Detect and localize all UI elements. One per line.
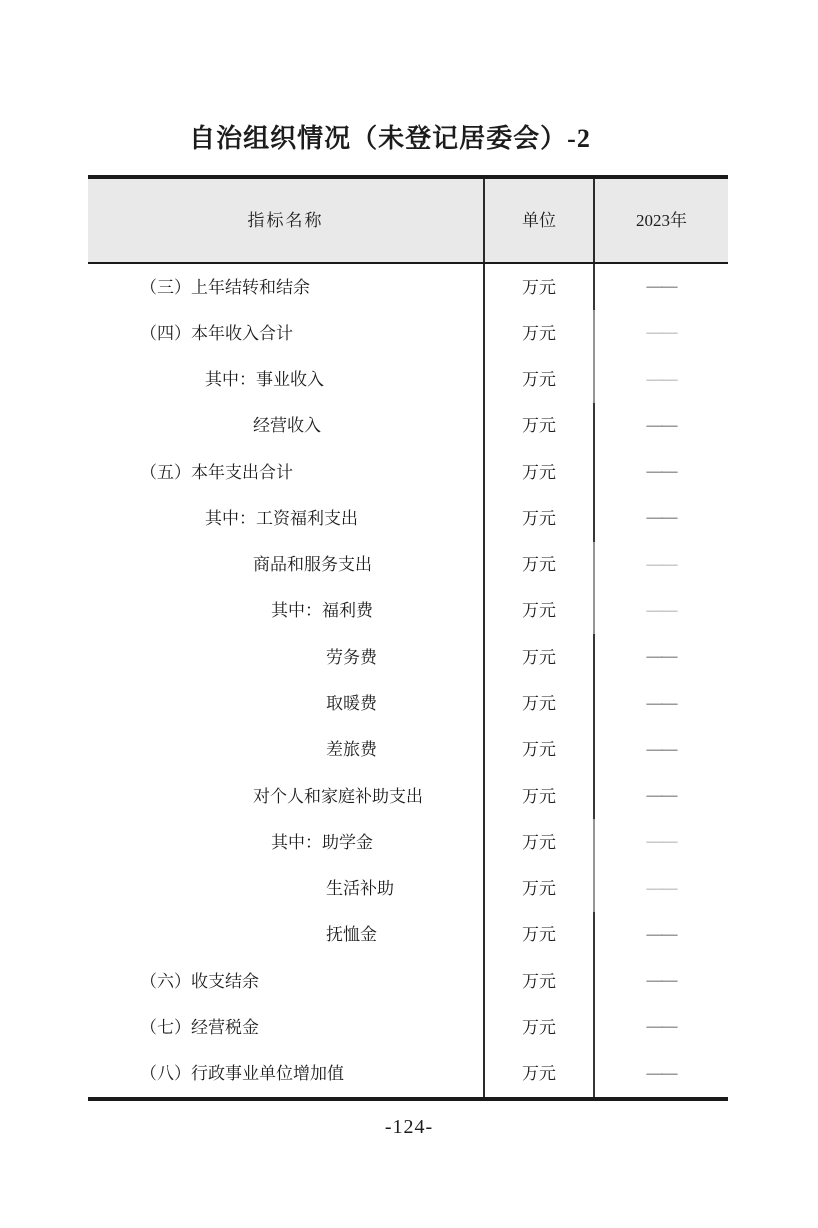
cell-indicator-name: 生活补助 (326, 879, 394, 899)
table-body (88, 264, 728, 1097)
cell-value: —— (593, 449, 728, 495)
table-row (88, 958, 728, 1004)
cell-unit: 万元 (483, 727, 593, 773)
table-header-row (88, 179, 728, 264)
cell-unit: 万元 (483, 264, 593, 310)
header-indicator-name: 指标名称 (247, 211, 324, 230)
cell-value: —— (593, 264, 728, 310)
cell-unit: 万元 (483, 958, 593, 1004)
header-year: 2023年 (593, 179, 728, 262)
table-row (88, 495, 728, 541)
cell-unit: 万元 (483, 310, 593, 356)
cell-unit: 万元 (483, 819, 593, 865)
cell-indicator-name: 抚恤金 (326, 925, 377, 945)
cell-value: —— (593, 310, 728, 356)
header-unit: 单位 (483, 179, 593, 262)
cell-unit: 万元 (483, 588, 593, 634)
cell-indicator-name: （四）本年收入合计 (140, 323, 293, 343)
cell-unit: 万元 (483, 449, 593, 495)
statistics-table (88, 175, 728, 1101)
cell-value: —— (593, 958, 728, 1004)
table-row (88, 819, 728, 865)
table-row (88, 634, 728, 680)
table-row (88, 1051, 728, 1097)
table-row (88, 912, 728, 958)
table-row (88, 588, 728, 634)
cell-value: —— (593, 912, 728, 958)
table-row (88, 865, 728, 911)
cell-indicator-name: 其中：福利费 (271, 601, 373, 621)
cell-indicator-name: 其中：工资福利支出 (205, 508, 358, 528)
table-row (88, 357, 728, 403)
cell-unit: 万元 (483, 680, 593, 726)
cell-unit: 万元 (483, 912, 593, 958)
cell-value: —— (593, 495, 728, 541)
table-row (88, 310, 728, 356)
cell-indicator-name: （三）上年结转和结余 (140, 277, 310, 297)
cell-indicator-name: 取暖费 (326, 694, 377, 714)
cell-indicator-name: 经营收入 (253, 416, 321, 436)
cell-unit: 万元 (483, 773, 593, 819)
cell-value: —— (593, 542, 728, 588)
cell-unit: 万元 (483, 1051, 593, 1097)
cell-indicator-name: 差旅费 (326, 740, 377, 760)
page-title: 自治组织情况（未登记居委会）-2 (189, 124, 591, 153)
cell-indicator-name: 劳务费 (326, 647, 377, 667)
cell-value: —— (593, 403, 728, 449)
cell-value: —— (593, 680, 728, 726)
cell-unit: 万元 (483, 357, 593, 403)
cell-value: —— (593, 588, 728, 634)
table-row (88, 264, 728, 310)
cell-indicator-name: 对个人和家庭补助支出 (253, 786, 423, 806)
table-row (88, 1004, 728, 1050)
cell-value: —— (593, 819, 728, 865)
cell-value: —— (593, 634, 728, 680)
cell-unit: 万元 (483, 542, 593, 588)
cell-indicator-name: （五）本年支出合计 (140, 462, 293, 482)
cell-value: —— (593, 1004, 728, 1050)
cell-indicator-name: 其中：助学金 (271, 832, 373, 852)
table-row (88, 403, 728, 449)
table-row (88, 727, 728, 773)
cell-indicator-name: 其中：事业收入 (205, 370, 324, 390)
cell-indicator-name: 商品和服务支出 (253, 555, 372, 575)
cell-value: —— (593, 865, 728, 911)
cell-value: —— (593, 357, 728, 403)
cell-value: —— (593, 773, 728, 819)
cell-value: —— (593, 727, 728, 773)
table-row (88, 449, 728, 495)
table-row (88, 773, 728, 819)
cell-value: —— (593, 1051, 728, 1097)
cell-unit: 万元 (483, 403, 593, 449)
cell-unit: 万元 (483, 495, 593, 541)
cell-unit: 万元 (483, 1004, 593, 1050)
cell-indicator-name: （七）经营税金 (140, 1017, 259, 1037)
page-number: -124- (384, 1116, 434, 1138)
cell-unit: 万元 (483, 865, 593, 911)
table-row (88, 680, 728, 726)
cell-indicator-name: （八）行政事业单位增加值 (140, 1064, 344, 1084)
cell-unit: 万元 (483, 634, 593, 680)
table-row (88, 542, 728, 588)
cell-indicator-name: （六）收支结余 (140, 971, 259, 991)
